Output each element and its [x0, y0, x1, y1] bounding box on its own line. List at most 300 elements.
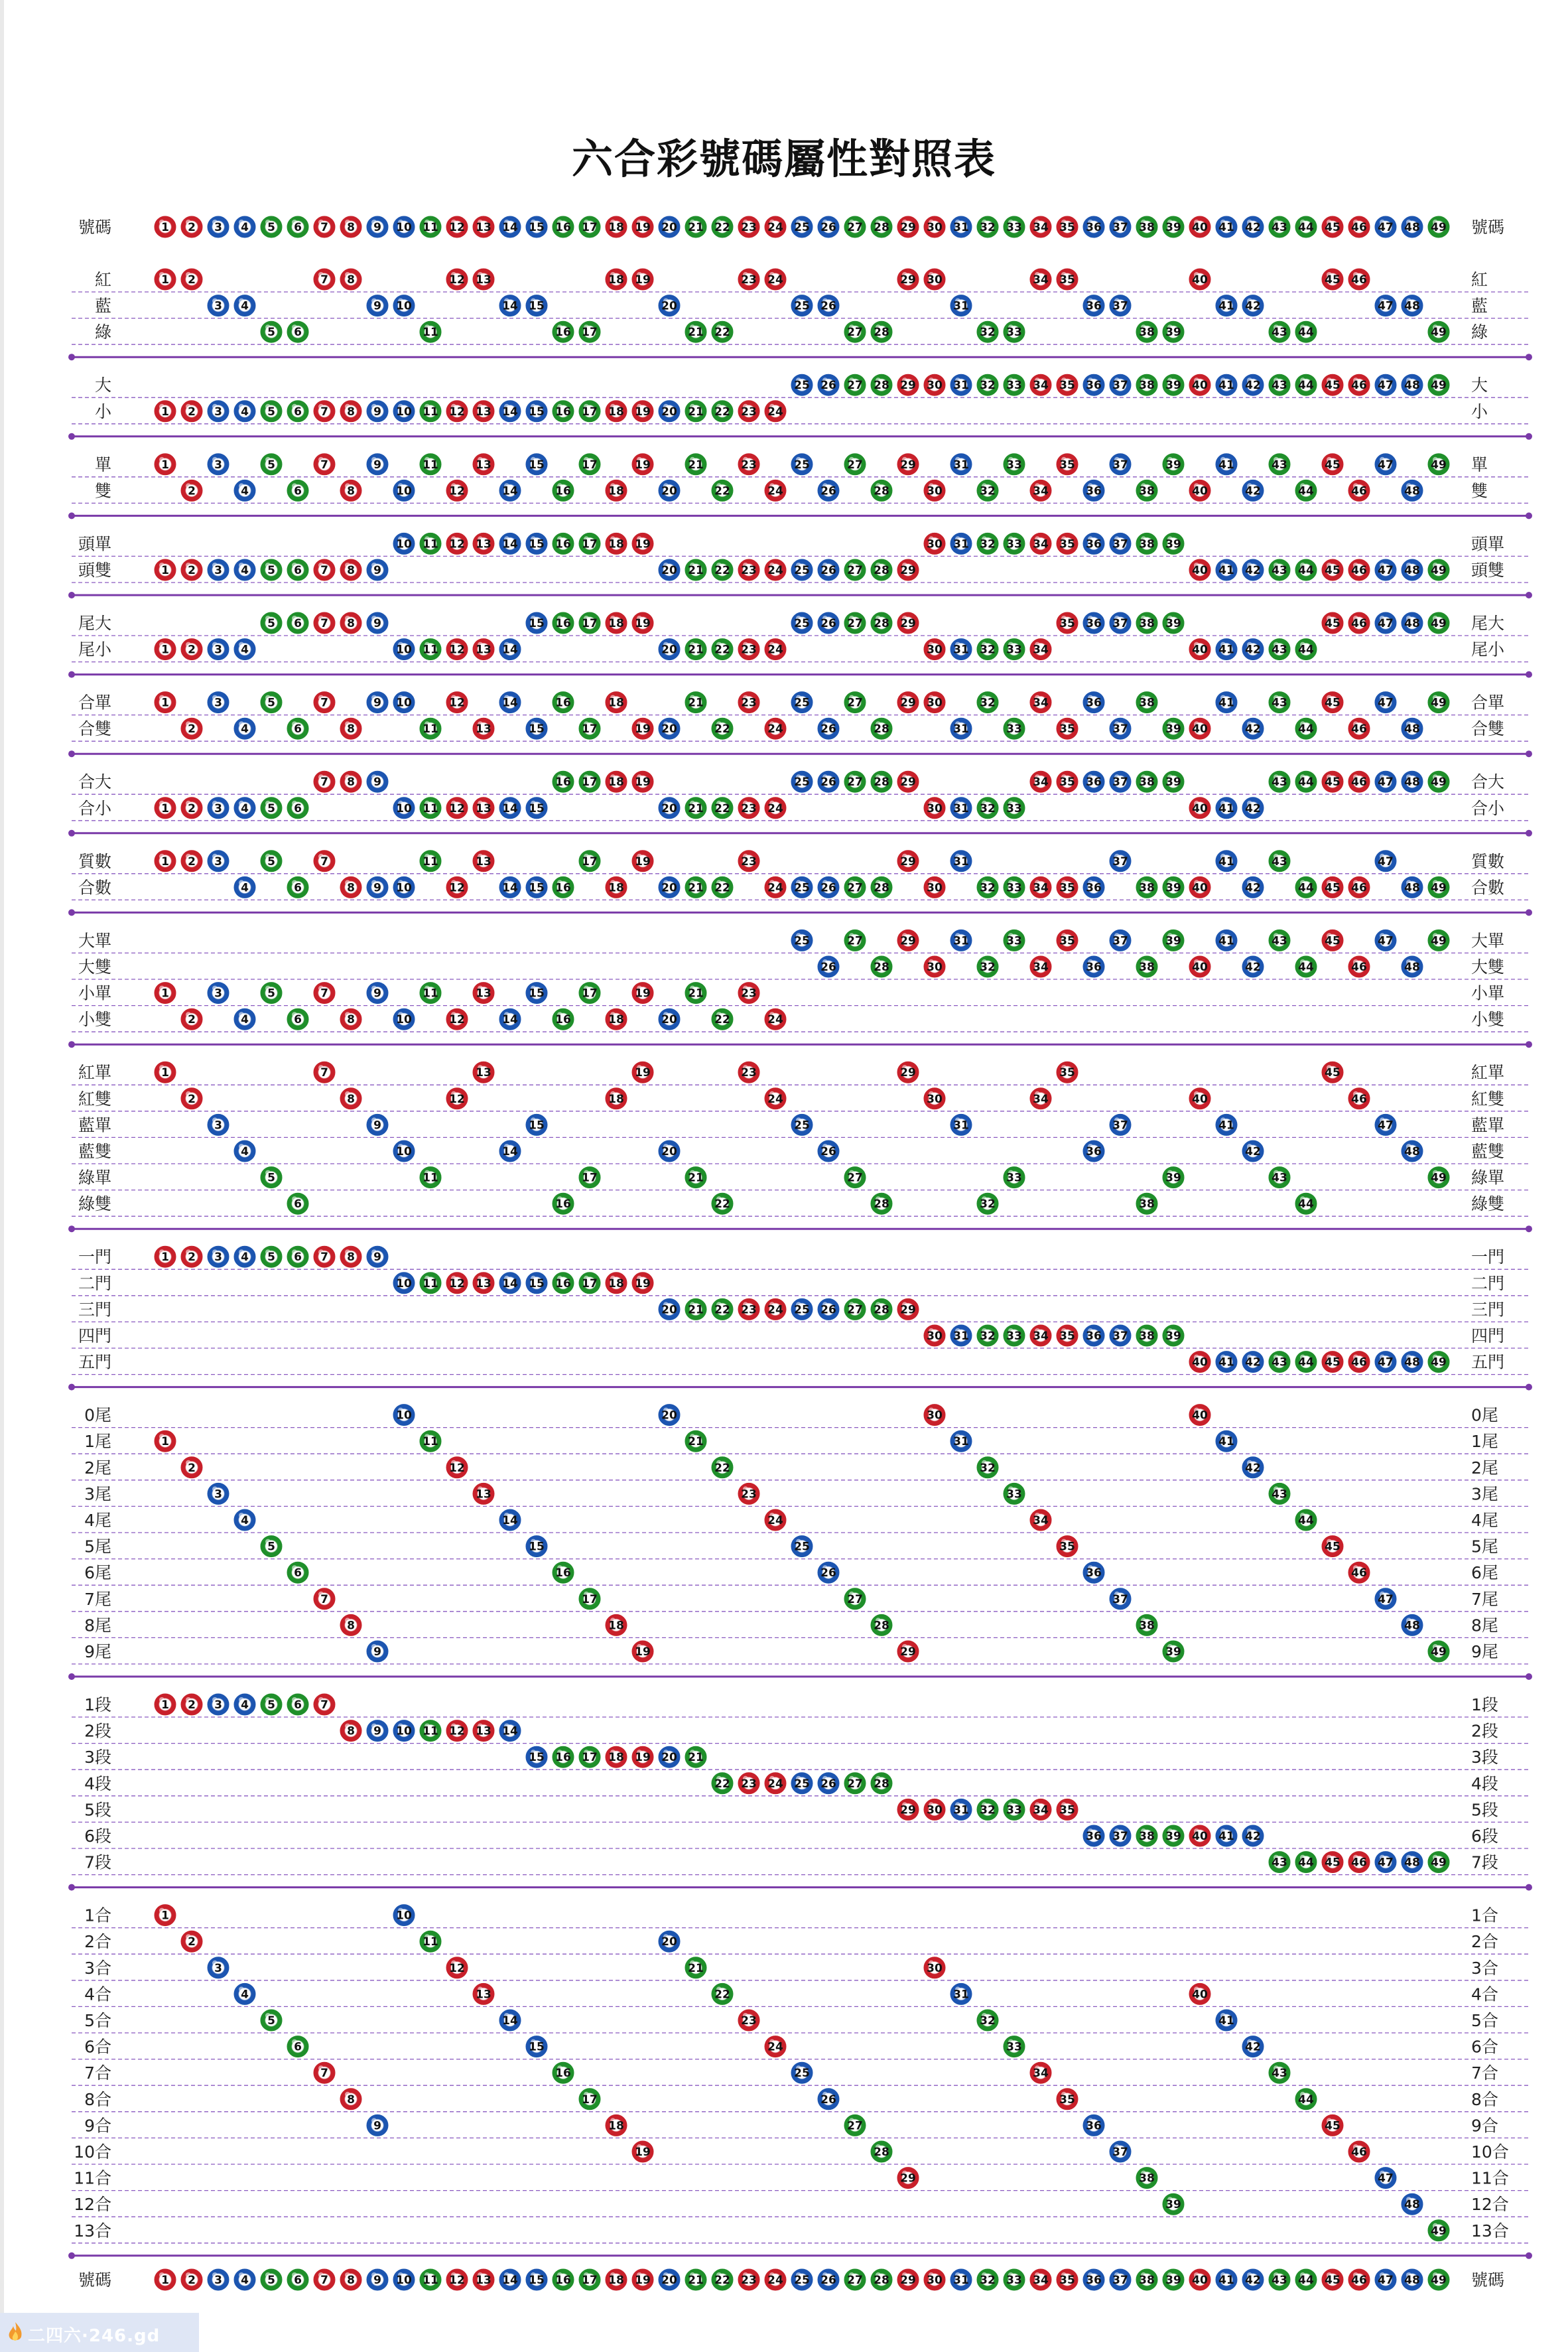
ball-number: 48 — [1404, 299, 1420, 313]
number-ball — [791, 2269, 813, 2290]
number-ball — [526, 612, 547, 634]
ball-number: 21 — [688, 458, 704, 472]
number-ball — [977, 2010, 998, 2031]
ball-number: 24 — [767, 1514, 783, 1527]
ball-number: 11 — [423, 2274, 438, 2287]
number-ball — [1030, 480, 1051, 501]
ball-number: 29 — [900, 564, 916, 577]
ball-number: 43 — [1272, 776, 1287, 790]
ball-number: 27 — [847, 2274, 863, 2287]
number-ball — [1083, 2269, 1104, 2290]
number-ball — [632, 1641, 653, 1662]
ball-number: 14 — [502, 537, 518, 551]
ball-number: 33 — [1006, 1803, 1022, 1817]
ball-number: 30 — [927, 1409, 943, 1422]
row-label-right: 藍雙 — [1471, 1142, 1505, 1161]
ball-number: 43 — [1272, 1171, 1287, 1185]
number-ball — [181, 718, 202, 739]
attribute-row — [72, 1588, 1529, 1612]
attribute-row — [72, 1983, 1529, 2006]
ball-number: 20 — [661, 801, 677, 815]
row-label-left: 紅單 — [78, 1063, 111, 1083]
number-ball — [1163, 930, 1184, 951]
row-label-left: 0尾 — [84, 1405, 111, 1425]
ball-number: 9 — [373, 696, 381, 710]
ball-number: 34 — [1033, 881, 1049, 895]
row-label-right: 2段 — [1471, 1721, 1498, 1741]
ball-number: 15 — [529, 617, 545, 630]
number-ball — [234, 1141, 255, 1162]
ball-number: 7 — [320, 2274, 328, 2287]
ball-number: 32 — [980, 221, 996, 234]
ball-number: 47 — [1378, 934, 1394, 948]
number-ball — [579, 1588, 600, 1610]
ball-number: 49 — [1431, 221, 1447, 234]
ball-number: 9 — [373, 617, 381, 630]
ball-number: 33 — [1006, 221, 1022, 234]
ball-number: 9 — [373, 776, 381, 790]
ball-number: 20 — [661, 1751, 677, 1765]
number-ball — [1110, 454, 1131, 475]
number-ball — [181, 480, 202, 501]
number-ball — [155, 269, 176, 290]
number-ball — [446, 1008, 468, 1030]
number-ball — [844, 771, 866, 792]
ball-number: 2 — [188, 1461, 196, 1475]
row-label-right: 9合 — [1471, 2116, 1498, 2136]
number-ball — [340, 612, 361, 634]
ball-number: 6 — [294, 405, 302, 419]
number-ball — [314, 983, 335, 1004]
number-ball — [1083, 1325, 1104, 1346]
ball-number: 33 — [1006, 326, 1022, 340]
ball-number: 19 — [635, 273, 651, 287]
number-ball — [1110, 216, 1131, 238]
ball-number: 29 — [900, 1803, 916, 1817]
ball-number: 2 — [188, 643, 196, 657]
ball-number: 39 — [1165, 723, 1181, 736]
number-ball — [420, 454, 441, 475]
ball-number: 46 — [1351, 723, 1367, 736]
number-ball — [1030, 639, 1051, 660]
number-ball — [155, 216, 176, 238]
ball-number: 42 — [1245, 299, 1261, 313]
ball-number: 11 — [423, 987, 438, 1001]
number-ball — [367, 2114, 388, 2136]
number-ball — [446, 692, 468, 713]
number-ball — [1030, 1088, 1051, 1109]
ball-number: 15 — [529, 1119, 545, 1133]
number-ball — [1269, 2269, 1290, 2290]
number-ball — [1057, 216, 1078, 238]
ball-number: 24 — [767, 2274, 783, 2287]
ball-number: 18 — [608, 617, 624, 630]
ball-number: 3 — [214, 1251, 222, 1265]
ball-number: 13 — [476, 2274, 491, 2287]
ball-number: 24 — [767, 801, 783, 815]
number-ball — [553, 1746, 574, 1767]
number-ball — [579, 216, 600, 238]
ball-number: 30 — [927, 2274, 943, 2287]
ball-number: 32 — [980, 643, 996, 657]
number-ball — [1163, 2193, 1184, 2215]
page-title: 六合彩號碼屬性對照表 — [571, 135, 996, 183]
ball-number: 3 — [214, 1487, 222, 1501]
number-ball — [208, 1246, 229, 1267]
number-ball — [950, 930, 972, 951]
ball-number: 3 — [214, 987, 222, 1001]
number-ball — [1295, 321, 1317, 342]
number-ball — [1057, 1536, 1078, 1557]
attribute-row — [72, 1273, 1529, 1296]
ball-number: 29 — [900, 855, 916, 868]
ball-number: 32 — [980, 801, 996, 815]
ball-number: 47 — [1378, 564, 1394, 577]
ball-number: 30 — [927, 484, 943, 498]
ball-number: 11 — [423, 537, 438, 551]
ball-number: 41 — [1218, 696, 1234, 710]
number-ball — [420, 321, 441, 342]
number-ball — [473, 2269, 494, 2290]
number-ball — [234, 639, 255, 660]
row-label-left: 13合 — [74, 2221, 111, 2241]
number-ball — [155, 1430, 176, 1452]
number-ball — [1004, 533, 1025, 554]
number-ball — [579, 612, 600, 634]
ball-number: 23 — [741, 2014, 757, 2028]
number-ball — [446, 1457, 468, 1478]
number-ball — [897, 1298, 919, 1320]
ball-number: 7 — [320, 1698, 328, 1712]
number-ball — [818, 1773, 839, 1794]
ball-number: 9 — [373, 881, 381, 895]
number-ball — [818, 612, 839, 634]
ball-number: 36 — [1086, 881, 1102, 895]
number-ball — [420, 216, 441, 238]
number-ball — [499, 2010, 521, 2031]
ball-number: 39 — [1165, 2198, 1181, 2212]
ball-number: 37 — [1112, 1119, 1128, 1133]
number-ball — [791, 1298, 813, 1320]
ball-number: 24 — [767, 484, 783, 498]
ball-number: 22 — [714, 405, 730, 419]
number-ball — [791, 1114, 813, 1135]
number-ball — [1030, 533, 1051, 554]
number-ball — [314, 851, 335, 872]
row-label-right: 13合 — [1471, 2221, 1509, 2241]
ball-number: 41 — [1218, 1830, 1234, 1843]
number-ball — [1269, 771, 1290, 792]
number-ball — [340, 2089, 361, 2110]
number-ball — [553, 401, 574, 422]
ball-number: 5 — [267, 1540, 275, 1554]
row-label-right: 紅單 — [1471, 1063, 1505, 1083]
ball-number: 44 — [1298, 1355, 1314, 1369]
number-ball — [1216, 2010, 1237, 2031]
number-ball — [659, 216, 680, 238]
ball-number: 44 — [1298, 484, 1314, 498]
ball-number: 43 — [1272, 2067, 1287, 2081]
ball-number: 3 — [214, 696, 222, 710]
ball-number: 15 — [529, 2274, 545, 2287]
ball-number: 23 — [741, 1303, 757, 1317]
number-ball — [553, 612, 574, 634]
number-ball — [1402, 559, 1423, 581]
attribute-row — [72, 295, 1529, 318]
ball-number: 33 — [1006, 379, 1022, 393]
ball-number: 17 — [582, 1171, 598, 1185]
separator-dot — [1526, 671, 1532, 678]
number-ball — [1348, 480, 1370, 501]
ball-number: 18 — [608, 273, 624, 287]
number-ball — [1322, 1351, 1343, 1373]
ball-number: 14 — [502, 801, 518, 815]
number-ball — [950, 639, 972, 660]
number-ball — [897, 559, 919, 581]
ball-number: 44 — [1298, 564, 1314, 577]
ball-number: 39 — [1165, 2274, 1181, 2287]
number-ball — [1375, 692, 1396, 713]
ball-number: 15 — [529, 801, 545, 815]
ball-number: 47 — [1378, 299, 1394, 313]
number-ball — [1136, 216, 1157, 238]
ball-number: 3 — [214, 2274, 222, 2287]
ball-number: 39 — [1165, 537, 1181, 551]
number-ball — [393, 1273, 415, 1294]
ball-number: 12 — [449, 484, 465, 498]
number-ball — [1402, 2269, 1423, 2290]
ball-number: 13 — [476, 987, 491, 1001]
number-ball — [791, 692, 813, 713]
ball-number: 40 — [1192, 801, 1208, 815]
ball-number: 21 — [688, 643, 704, 657]
ball-number: 29 — [900, 2172, 916, 2185]
ball-number: 26 — [820, 299, 836, 313]
row-label-right: 8尾 — [1471, 1616, 1498, 1635]
number-ball — [659, 718, 680, 739]
ball-number: 36 — [1086, 484, 1102, 498]
ball-number: 35 — [1059, 1066, 1075, 1080]
number-ball — [712, 1298, 733, 1320]
number-ball — [1163, 771, 1184, 792]
ball-number: 35 — [1059, 776, 1075, 790]
ball-number: 46 — [1351, 564, 1367, 577]
number-ball — [553, 533, 574, 554]
ball-number: 10 — [396, 1145, 412, 1158]
ball-number: 32 — [980, 1198, 996, 1211]
ball-number: 34 — [1033, 1803, 1049, 1817]
ball-number: 22 — [714, 564, 730, 577]
ball-number: 18 — [608, 776, 624, 790]
ball-number: 27 — [847, 881, 863, 895]
number-ball — [1428, 374, 1449, 395]
ball-number: 28 — [874, 1777, 889, 1791]
attribute-row — [72, 2193, 1529, 2217]
number-ball — [977, 216, 998, 238]
number-ball — [1189, 639, 1210, 660]
ball-number: 36 — [1086, 379, 1102, 393]
number-ball — [287, 559, 308, 581]
number-ball — [791, 216, 813, 238]
number-ball — [1163, 718, 1184, 739]
number-ball — [473, 269, 494, 290]
ball-number: 28 — [874, 1303, 889, 1317]
number-ball — [1322, 216, 1343, 238]
number-ball — [1348, 1088, 1370, 1109]
number-ball — [977, 1799, 998, 1820]
ball-number: 12 — [449, 1277, 465, 1290]
ball-number: 9 — [373, 1251, 381, 1265]
number-ball — [261, 1694, 282, 1715]
ball-number: 25 — [794, 564, 810, 577]
ball-number: 46 — [1351, 881, 1367, 895]
number-ball — [393, 692, 415, 713]
ball-number: 8 — [347, 723, 355, 736]
ball-number: 14 — [502, 484, 518, 498]
row-label-left: 三門 — [78, 1300, 111, 1320]
row-label-right: 1合 — [1471, 1905, 1498, 1925]
row-label-right: 紅雙 — [1471, 1089, 1505, 1109]
ball-number: 37 — [1112, 617, 1128, 630]
ball-number: 33 — [1006, 801, 1022, 815]
row-label-right: 5段 — [1471, 1800, 1498, 1820]
number-ball — [446, 1273, 468, 1294]
ball-number: 15 — [529, 1540, 545, 1554]
ball-number: 30 — [927, 1330, 943, 1343]
number-ball — [181, 1088, 202, 1109]
number-ball — [367, 559, 388, 581]
number-ball — [977, 480, 998, 501]
number-ball — [738, 454, 759, 475]
number-ball — [1322, 374, 1343, 395]
number-ball — [393, 1141, 415, 1162]
ball-number: 31 — [953, 2274, 969, 2287]
number-ball — [499, 1273, 521, 1294]
ball-number: 26 — [820, 881, 836, 895]
ball-number: 35 — [1059, 273, 1075, 287]
ball-number: 23 — [741, 987, 757, 1001]
number-ball — [1083, 374, 1104, 395]
ball-number: 8 — [347, 564, 355, 577]
number-ball — [1295, 718, 1317, 739]
ball-number: 15 — [529, 987, 545, 1001]
ball-number: 10 — [396, 1909, 412, 1923]
number-ball — [287, 1694, 308, 1715]
number-ball — [897, 269, 919, 290]
number-ball — [340, 1008, 361, 1030]
number-ball — [1348, 876, 1370, 898]
attribute-row — [72, 2010, 1529, 2033]
ball-number: 29 — [900, 2274, 916, 2287]
row-label-left: 3尾 — [84, 1484, 111, 1504]
ball-number: 43 — [1272, 564, 1287, 577]
ball-number: 37 — [1112, 379, 1128, 393]
number-ball — [1004, 321, 1025, 342]
number-ball — [738, 639, 759, 660]
ball-number: 30 — [927, 1803, 943, 1817]
ball-number: 18 — [608, 696, 624, 710]
row-label-right: 4合 — [1471, 1984, 1498, 2004]
ball-number: 44 — [1298, 961, 1314, 974]
ball-number: 24 — [767, 881, 783, 895]
ball-number: 14 — [502, 2014, 518, 2028]
number-ball — [1004, 374, 1025, 395]
number-ball — [1428, 1852, 1449, 1873]
number-ball — [685, 1746, 706, 1767]
ball-number: 1 — [161, 405, 169, 419]
number-ball — [1004, 639, 1025, 660]
ball-number: 4 — [241, 1013, 249, 1027]
ball-number: 27 — [847, 564, 863, 577]
ball-number: 22 — [714, 1988, 730, 2002]
ball-number: 22 — [714, 1198, 730, 1211]
ball-number: 34 — [1033, 2274, 1049, 2287]
number-ball — [606, 771, 627, 792]
number-ball — [738, 2269, 759, 2290]
number-ball — [1004, 454, 1025, 475]
ball-number: 10 — [396, 881, 412, 895]
attribute-row — [72, 1614, 1529, 1637]
ball-number: 33 — [1006, 537, 1022, 551]
ball-number: 7 — [320, 1251, 328, 1265]
number-ball — [738, 559, 759, 581]
number-ball — [1083, 2114, 1104, 2136]
ball-number: 21 — [688, 696, 704, 710]
ball-number: 5 — [267, 1171, 275, 1185]
ball-number: 21 — [688, 221, 704, 234]
number-ball — [977, 1325, 998, 1346]
number-ball — [208, 454, 229, 475]
ball-number: 26 — [820, 1303, 836, 1317]
number-ball — [1110, 295, 1131, 316]
ball-number: 33 — [1006, 1487, 1022, 1501]
ball-number: 29 — [900, 221, 916, 234]
number-ball — [685, 692, 706, 713]
number-ball — [632, 533, 653, 554]
number-ball — [1322, 612, 1343, 634]
ball-number: 26 — [820, 2093, 836, 2107]
ball-number: 15 — [529, 1277, 545, 1290]
number-ball — [738, 1062, 759, 1083]
ball-number: 37 — [1112, 221, 1128, 234]
number-ball — [579, 2089, 600, 2110]
ball-number: 12 — [449, 1092, 465, 1106]
number-ball — [685, 321, 706, 342]
ball-number: 8 — [347, 1013, 355, 1027]
number-ball — [897, 2269, 919, 2290]
ball-number: 12 — [449, 2274, 465, 2287]
number-ball — [1136, 1614, 1157, 1635]
number-ball — [526, 1273, 547, 1294]
number-ball — [1375, 559, 1396, 581]
row-label-left: 紅 — [94, 270, 111, 289]
row-label-left: 7合 — [84, 2063, 111, 2083]
ball-number: 48 — [1404, 1145, 1420, 1158]
number-ball — [818, 295, 839, 316]
ball-number: 19 — [635, 1066, 651, 1080]
ball-number: 39 — [1165, 326, 1181, 340]
number-ball — [181, 559, 202, 581]
ball-number: 42 — [1245, 379, 1261, 393]
row-label-right: 藍單 — [1471, 1115, 1505, 1135]
ball-number: 16 — [555, 537, 571, 551]
row-label-right: 7合 — [1471, 2063, 1498, 2083]
number-ball — [1242, 1825, 1264, 1846]
number-ball — [1136, 771, 1157, 792]
number-ball — [1004, 216, 1025, 238]
attribute-row — [72, 1457, 1529, 1480]
separator-dot — [1526, 1884, 1532, 1891]
